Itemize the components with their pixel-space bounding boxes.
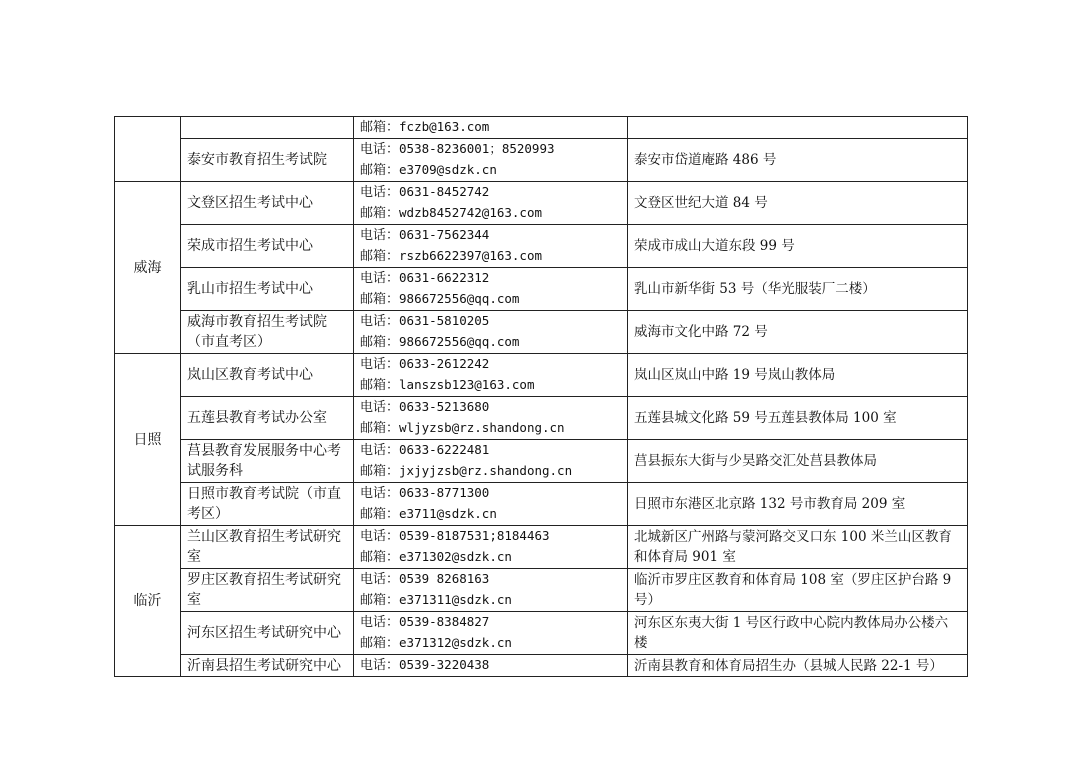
table-row [115,354,968,397]
city-cell-rizhao: 日照 [115,354,181,526]
phone-value: 0631-7562344 [399,227,490,242]
contact-cell [354,612,628,655]
address-cell: 河东区东夷大街 1 号区行政中心院内教体局办公楼六楼 [628,612,968,655]
table-row [115,139,968,182]
table-row [115,569,968,612]
address-cell: 岚山区岚山中路 19 号岚山教体局 [628,354,968,397]
email-label: 邮箱： [360,593,400,608]
contact-cell [354,354,628,397]
email-label: 邮箱： [360,507,400,522]
table-row [115,117,968,139]
contact-cell [354,268,628,311]
city-cell-weihai: 威海 [115,182,181,354]
address-cell: 临沂市罗庄区教育和体育局 108 室（罗庄区护台路 9 号） [628,569,968,612]
email-value: 986672556@qq.com [399,334,520,349]
org-cell: 乳山市招生考试中心 [181,268,354,311]
org-cell: 兰山区教育招生考试研究室 [181,526,354,569]
org-cell [181,117,354,139]
table-row [115,483,968,526]
table-row [115,397,968,440]
contact-cell [354,139,628,182]
table-row [115,612,968,655]
phone-value: 0633-5213680 [399,399,490,414]
org-cell: 沂南县招生考试研究中心 [181,655,354,677]
phone-label: 电话： [360,529,400,544]
email-label: 邮箱： [360,206,400,221]
email-label: 邮箱： [360,550,400,565]
org-cell: 文登区招生考试中心 [181,182,354,225]
address-cell: 荣成市成山大道东段 99 号 [628,225,968,268]
table-row [115,526,968,569]
email-label: 邮箱： [360,249,400,264]
contact-cell [354,440,628,483]
email-label: 邮箱： [360,163,400,178]
address-cell: 文登区世纪大道 84 号 [628,182,968,225]
email-value: e371311@sdzk.cn [399,592,512,607]
email-value: e3711@sdzk.cn [399,506,497,521]
phone-label: 电话： [360,572,400,587]
org-cell: 罗庄区教育招生考试研究室 [181,569,354,612]
org-cell: 五莲县教育考试办公室 [181,397,354,440]
phone-value: 0538-8236001；8520993 [399,141,555,156]
email-label: 邮箱： [360,464,400,479]
phone-value: 0539 8268163 [399,571,490,586]
address-cell: 五莲县城文化路 59 号五莲县教体局 100 室 [628,397,968,440]
phone-value: 0633-8771300 [399,485,490,500]
table-row [115,268,968,311]
address-cell: 沂南县教育和体育局招生办（县城人民路 22-1 号） [628,655,968,677]
contact-cell [354,483,628,526]
table-row [115,182,968,225]
phone-label: 电话： [360,486,400,501]
address-cell: 莒县振东大街与少昊路交汇处莒县教体局 [628,440,968,483]
address-cell: 乳山市新华街 53 号（华光服装厂二楼） [628,268,968,311]
contact-cell [354,569,628,612]
email-value: wdzb8452742@163.com [399,205,543,220]
email-value: jxjyjzsb@rz.shandong.cn [399,463,573,478]
phone-value: 0539-8384827 [399,614,490,629]
email-label: 邮箱： [360,421,400,436]
phone-label: 电话： [360,615,400,630]
contact-cell [354,655,628,677]
phone-value: 0631-8452742 [399,184,490,199]
phone-value: 0539-8187531;8184463 [399,528,550,543]
email-label: 邮箱： [360,335,400,350]
phone-value: 0633-6222481 [399,442,490,457]
table-row [115,655,968,677]
org-cell: 日照市教育考试院（市直考区） [181,483,354,526]
phone-value: 0633-2612242 [399,356,490,371]
phone-label: 电话： [360,185,400,200]
phone-label: 电话： [360,271,400,286]
email-value: 986672556@qq.com [399,291,520,306]
email-value: e371312@sdzk.cn [399,635,512,650]
email-label: 邮箱： [360,378,400,393]
contact-cell [354,526,628,569]
org-cell: 岚山区教育考试中心 [181,354,354,397]
email-label: 邮箱： [360,636,400,651]
phone-label: 电话： [360,400,400,415]
email-value: fczb@163.com [399,119,490,134]
address-cell: 泰安市岱道庵路 486 号 [628,139,968,182]
contact-cell [354,182,628,225]
address-cell: 威海市文化中路 72 号 [628,311,968,354]
contact-cell [354,311,628,354]
email-value: wljyzsb@rz.shandong.cn [399,420,565,435]
phone-label: 电话： [360,314,400,329]
table-row [115,225,968,268]
city-cell-linyi: 临沂 [115,526,181,677]
exam-office-contact-table [114,116,968,677]
email-value: e371302@sdzk.cn [399,549,512,564]
email-value: e3709@sdzk.cn [399,162,497,177]
address-cell: 北城新区广州路与蒙河路交叉口东 100 米兰山区教育和体育局 901 室 [628,526,968,569]
phone-value: 0539-3220438 [399,657,490,672]
phone-label: 电话： [360,357,400,372]
org-cell: 泰安市教育招生考试院 [181,139,354,182]
table-row [115,440,968,483]
phone-value: 0631-6622312 [399,270,490,285]
address-cell [628,117,968,139]
email-label: 邮箱： [360,120,400,135]
contact-cell [354,397,628,440]
org-cell: 威海市教育招生考试院（市直考区） [181,311,354,354]
email-label: 邮箱： [360,292,400,307]
contact-cell [354,117,628,139]
email-value: rszb6622397@163.com [399,248,543,263]
address-cell: 日照市东港区北京路 132 号市教育局 209 室 [628,483,968,526]
phone-value: 0631-5810205 [399,313,490,328]
email-value: lanszsb123@163.com [399,377,535,392]
phone-label: 电话： [360,443,400,458]
org-cell: 荣成市招生考试中心 [181,225,354,268]
phone-label: 电话： [360,142,400,157]
table-row [115,311,968,354]
contact-cell [354,225,628,268]
phone-label: 电话： [360,658,400,673]
org-cell: 河东区招生考试研究中心 [181,612,354,655]
city-cell-taian [115,117,181,182]
phone-label: 电话： [360,228,400,243]
org-cell: 莒县教育发展服务中心考试服务科 [181,440,354,483]
